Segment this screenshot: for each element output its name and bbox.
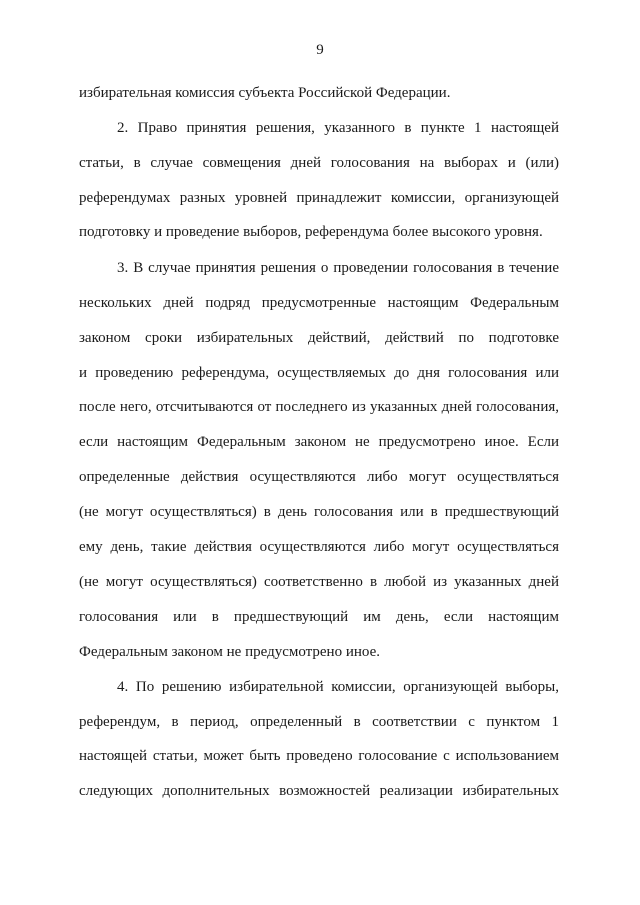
text-line: референдумах разных уровней принадлежит комиссии, организующей <box>79 190 559 206</box>
text-line: нескольких дней подряд предусмотренные настоящим Федеральным <box>79 295 559 311</box>
text-line: 4. По решению избирательной комиссии, организующей выборы, <box>117 679 559 695</box>
text-line: референдум, в период, определенный в соответствии с пунктом 1 <box>79 714 559 730</box>
text-line: подготовку и проведение выборов, референдума более высокого уровня. <box>79 224 543 240</box>
text-line: 3. В случае принятия решения о проведении голосования в течение <box>117 260 559 276</box>
text-line: голосования или в предшествующий им день, если настоящим <box>79 609 559 625</box>
text-line: определенные действия осуществляются либо могут осуществляться <box>79 469 559 485</box>
text-line: (не могут осуществляться) в день голосования или в предшествующий <box>79 504 559 520</box>
text-line: статьи, в случае совмещения дней голосования на выборах и (или) <box>79 155 559 171</box>
text-line: если настоящим Федеральным законом не предусмотрено иное. Если <box>79 434 559 450</box>
text-line: законом сроки избирательных действий, действий по подготовке <box>79 330 559 346</box>
text-line: следующих дополнительных возможностей реализации избирательных <box>79 783 559 799</box>
text-line: 2. Право принятия решения, указанного в пункте 1 настоящей <box>117 120 559 136</box>
text-line: Федеральным законом не предусмотрено иное. <box>79 644 380 660</box>
text-line: после него, отсчитываются от последнего из указанных дней голосования, <box>79 399 559 415</box>
text-line: настоящей статьи, может быть проведено голосование с использованием <box>79 748 559 764</box>
text-line: избирательная комиссия субъекта Российской Федерации. <box>79 85 451 101</box>
page-number: 9 <box>316 42 324 58</box>
text-line: (не могут осуществляться) соответственно в любой из указанных дней <box>79 574 559 590</box>
text-line: ему день, такие действия осуществляются либо могут осуществляться <box>79 539 559 555</box>
text-line: и проведению референдума, осуществляемых до дня голосования или <box>79 365 559 381</box>
